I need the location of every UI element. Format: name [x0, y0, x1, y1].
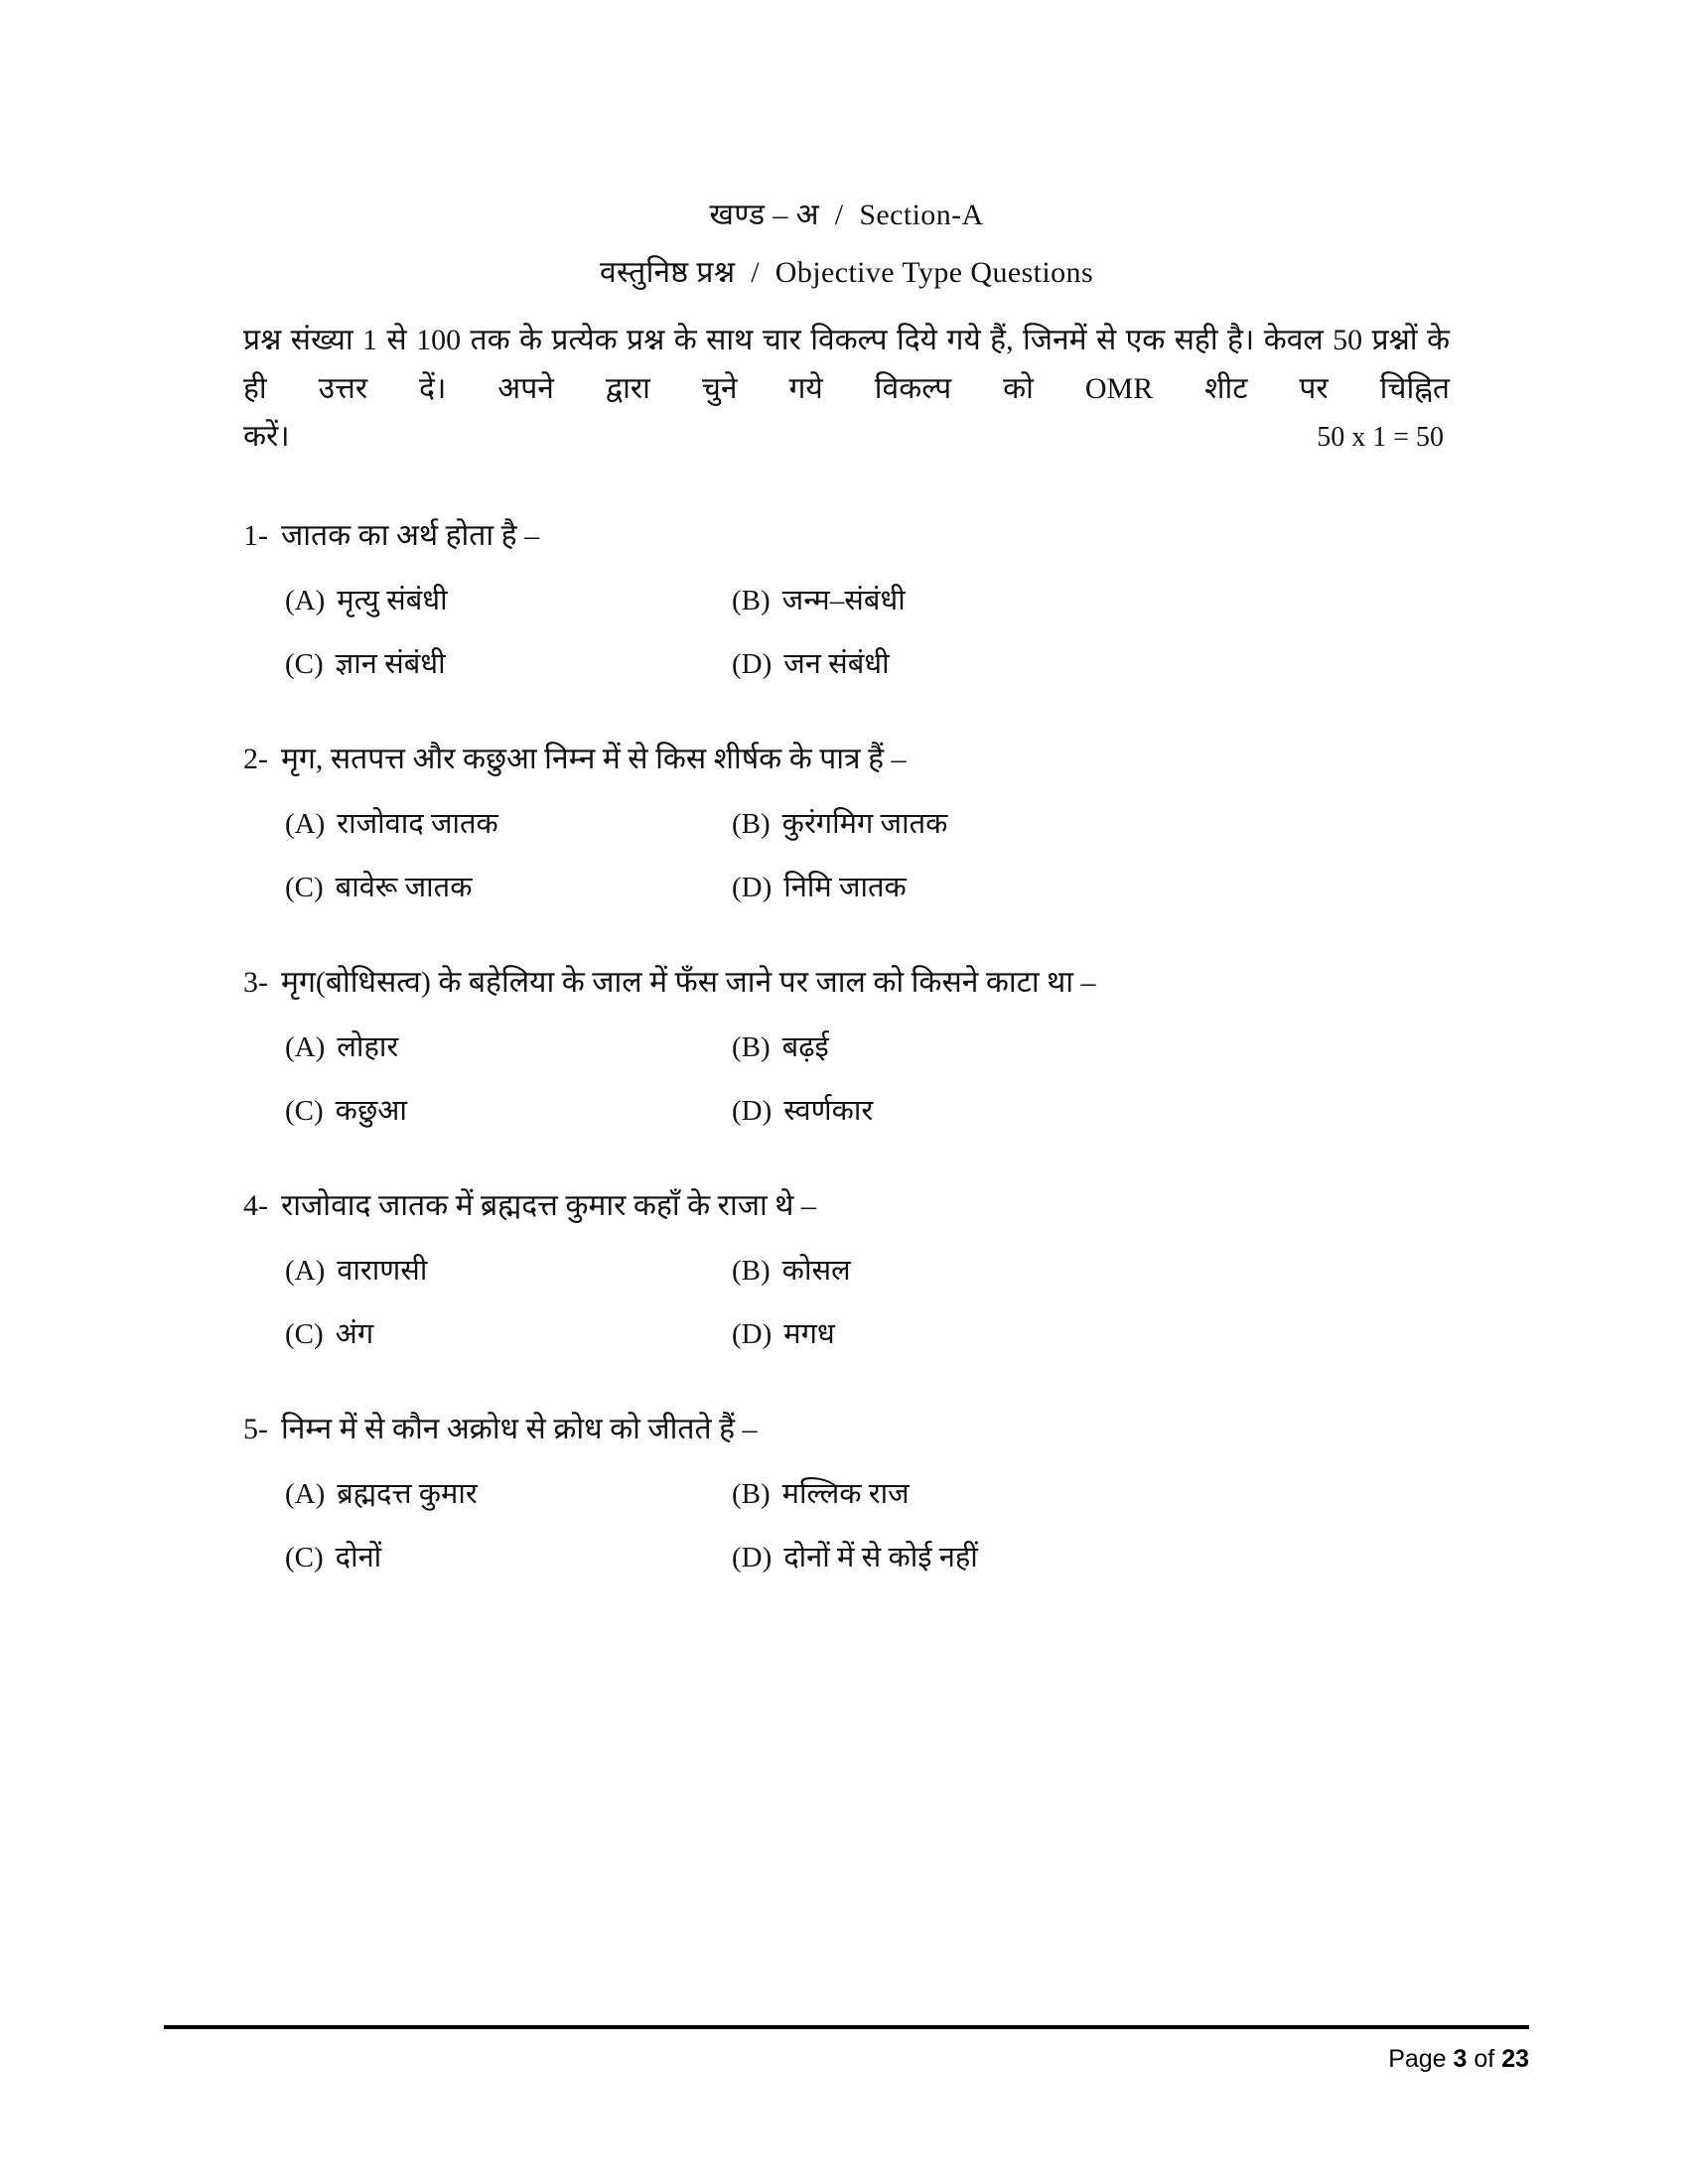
option-label: (A) [285, 1030, 326, 1063]
option-text: दोनों में से कोई नहीं [783, 1542, 978, 1574]
option-d[interactable] [732, 1090, 1450, 1132]
option-text: मृत्यु संबंधी [337, 584, 448, 616]
option-text: मल्लिक राज [781, 1478, 910, 1511]
question-line [243, 1183, 1450, 1228]
option-a[interactable] [285, 1473, 732, 1515]
subsection-heading: वस्तुनिष्ठ प्रश्न / Objective Type Questions [599, 255, 1094, 289]
option-text: ज्ञान संबंधी [335, 647, 446, 680]
option-row [285, 1313, 1450, 1355]
question-line [243, 1407, 1450, 1451]
option-text: ब्रह्मदत्त कुमार [337, 1478, 478, 1511]
option-text: बढ़ई [781, 1030, 829, 1063]
option-label: (B) [732, 807, 771, 840]
options-group [243, 1473, 1450, 1578]
question-text: निम्न में से कौन अक्रोध से क्रोध को जीतते हैं – [281, 1413, 758, 1446]
option-b[interactable] [732, 1026, 1450, 1068]
page-footer [1388, 2045, 1529, 2074]
options-group [243, 1026, 1450, 1132]
option-label: (B) [732, 584, 771, 616]
option-d[interactable] [732, 867, 1450, 908]
option-d[interactable] [732, 643, 1450, 685]
question-number: 3- [243, 965, 268, 999]
option-label: (D) [732, 871, 773, 903]
option-b[interactable] [732, 803, 1450, 845]
option-label: (A) [285, 584, 326, 616]
option-a[interactable] [285, 803, 732, 845]
option-text: जन्म–संबंधी [781, 584, 906, 616]
option-a[interactable] [285, 1026, 732, 1068]
option-label: (B) [732, 1255, 771, 1288]
page-content [243, 0, 1450, 1578]
option-text: कुरंगमिग जातक [781, 807, 948, 840]
instruction-tail-row [243, 413, 1450, 462]
question-text: जातक का अर्थ होता है – [281, 518, 540, 552]
option-label: (C) [285, 871, 324, 903]
option-c[interactable] [285, 1313, 732, 1355]
question-block [243, 737, 1450, 908]
option-c[interactable] [285, 1090, 732, 1132]
footer-page-number: 3 [1453, 2045, 1468, 2073]
question-block [243, 1183, 1450, 1355]
footer-total-pages: 23 [1501, 2045, 1529, 2073]
question-block [243, 960, 1450, 1132]
option-text: राजोवाद जातक [337, 807, 498, 840]
option-text: स्वर्णकार [783, 1095, 874, 1128]
option-row [285, 867, 1450, 908]
option-row [285, 803, 1450, 845]
option-b[interactable] [732, 1473, 1450, 1515]
option-label: (C) [285, 647, 324, 680]
section-heading: खण्ड – अ / Section-A [709, 199, 984, 231]
option-label: (B) [732, 1478, 771, 1511]
option-label: (A) [285, 1255, 326, 1288]
option-a[interactable] [285, 1250, 732, 1292]
question-line [243, 960, 1450, 1005]
option-label: (D) [732, 1318, 773, 1351]
marks-allocation: 50 x 1 = 50 [1317, 422, 1444, 454]
option-label: (C) [285, 1095, 324, 1128]
option-text: बावेरू जातक [335, 871, 473, 903]
option-d[interactable] [732, 1313, 1450, 1355]
footer-middle: of [1467, 2045, 1502, 2073]
option-text: दोनों [335, 1542, 382, 1574]
option-text: कछुआ [335, 1095, 407, 1128]
option-text: लोहार [337, 1030, 399, 1063]
option-text: वाराणसी [337, 1255, 428, 1288]
options-group [243, 1250, 1450, 1355]
question-text: मृग(बोधिसत्व) के बहेलिया के जाल में फँस जाने पर जाल को किसने काटा था – [281, 965, 1096, 999]
option-row [285, 1250, 1450, 1292]
option-label: (B) [732, 1030, 771, 1063]
footer-prefix: Page [1388, 2045, 1454, 2073]
question-number: 1- [243, 518, 268, 552]
option-label: (D) [732, 1095, 773, 1128]
option-text: जन संबंधी [783, 647, 890, 680]
option-a[interactable] [285, 580, 732, 621]
option-text: निमि जातक [783, 871, 907, 903]
option-c[interactable] [285, 867, 732, 908]
instruction-tail: करें। [243, 420, 290, 454]
option-label: (C) [285, 1318, 324, 1351]
option-label: (C) [285, 1542, 324, 1574]
question-block [243, 513, 1450, 685]
question-block [243, 1407, 1450, 1578]
option-row [285, 1090, 1450, 1132]
option-row [285, 1026, 1450, 1068]
question-number: 2- [243, 742, 268, 775]
option-c[interactable] [285, 1537, 732, 1578]
instruction-paragraph: प्रश्न संख्या 1 से 100 तक के प्रत्येक प्रश्न के साथ चार विकल्प दिये गये हैं, जिनमें से एक सही है। केवल 50 प्रश्नों के ही उत्तर दें। अपने द्वारा चुने गये विकल्प को OMR शीट पर चिह्नित [243, 324, 1450, 405]
question-text: मृग, सतपत्त और कछुआ निम्न में से किस शीर्षक के पात्र हैं – [281, 742, 907, 775]
option-label: (A) [285, 807, 326, 840]
question-number: 5- [243, 1413, 268, 1446]
option-d[interactable] [732, 1537, 1450, 1578]
option-b[interactable] [732, 1250, 1450, 1292]
option-row [285, 1473, 1450, 1515]
option-row [285, 643, 1450, 685]
option-text: अंग [335, 1318, 374, 1351]
option-label: (D) [732, 1542, 773, 1574]
options-group [243, 580, 1450, 685]
question-number: 4- [243, 1189, 268, 1223]
option-text: कोसल [781, 1255, 851, 1288]
option-c[interactable] [285, 643, 732, 685]
option-text: मगध [783, 1318, 835, 1351]
options-group [243, 803, 1450, 908]
option-label: (D) [732, 647, 773, 680]
option-row [285, 1537, 1450, 1578]
option-row [285, 580, 1450, 621]
question-line [243, 737, 1450, 781]
footer-divider [164, 2025, 1529, 2029]
option-b[interactable] [732, 580, 1450, 621]
option-label: (A) [285, 1478, 326, 1511]
question-text: राजोवाद जातक में ब्रह्मदत्त कुमार कहाँ के राजा थे – [281, 1189, 816, 1223]
question-line [243, 513, 1450, 558]
